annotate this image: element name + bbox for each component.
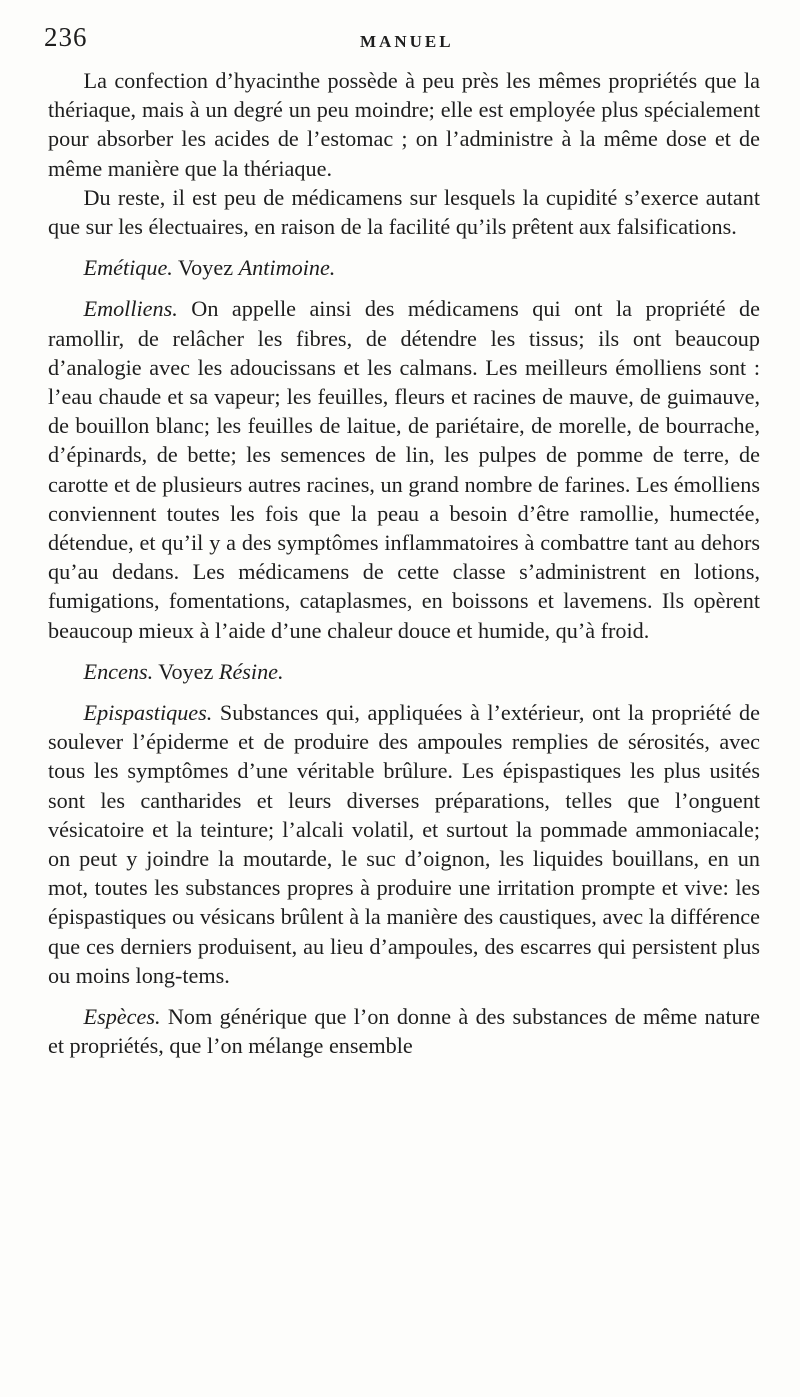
entry-text: Voyez [172, 255, 239, 281]
entry-emetique [48, 253, 760, 282]
entry-term: Encens. [83, 658, 154, 684]
body-text [48, 66, 760, 1061]
entry-emolliens [48, 294, 760, 644]
paragraph-electuaires [48, 183, 760, 241]
entry-epispastiques [48, 698, 760, 990]
paragraph-text: Du reste, il est peu de médicamens sur lesquels la cupidité s’exerce autant que sur les électuaires, en raison de la facilité qu’ils prêtent aux falsifications. [48, 184, 760, 240]
entry-text: Nom générique que l’on donne à des substances de même nature et propriétés, que l’on mélange ensemble [48, 1004, 760, 1059]
paragraph-hyacinthe [48, 66, 760, 183]
running-title: MANUEL [360, 32, 454, 51]
entry-text: Substances qui, appliquées à l’extérieur, ont la propriété de soulever l’épiderme et de produire des ampoules remplies de sérosités, avec tous les symptômes d’une véritable brûlure. Les épispastiques les plus usités sont les cantharides et leurs diverses préparations, telles que l’onguent vésicatoire et la teinture; l’alcali volatil, et surtout la pommade ammoniacale; on peut y joindre la moutarde, le suc d’oignon, les liquides bouillans, en un mot, toutes les substances propres à produire une irritation prompte et vive: les épispastiques ou vésicans brûlent à la manière des caustiques, avec la différence que ces derniers produisent, au lieu d’ampoules, des escarres qui persistent plus ou moins long-tems. [48, 700, 760, 988]
entry-text: Voyez [153, 658, 219, 684]
cross-reference: Résine. [218, 658, 284, 684]
entry-text: On appelle ainsi des médicamens qui ont la propriété de ramollir, de relâcher les fibres, de détendre les tissus; ils ont beaucoup d’analogie avec les adoucissans et les calmans. Les meilleurs émolliens sont : l’eau chaude et sa vapeur; les feuilles, fleurs et racines de mauve, de guimauve, de bouillon blanc; les feuilles de laitue, de pariétaire, de morelle, de bourrache, d’épinards, de bette; les semences de lin, les pulpes de pomme de terre, de carotte et de plusieurs autres racines, un grand nombre de farines. Les émolliens conviennent toutes les fois que la peau a besoin d’être ramollie, humectée, détendue, et qu’il y a des symptômes inflammatoires à combattre tant au dehors qu’au dedans. Les médicamens de cette classe s’administrent en lotions, fumigations, fomentations, cataplasmes, en boissons et lavemens. Ils opèrent beaucoup mieux à l’aide d’une chaleur douce et humide, qu’à froid. [48, 296, 760, 643]
paragraph-text: La confection d’hyacinthe possède à peu près les mêmes propriétés que la thériaque, mais à un degré un peu moindre; elle est employée plus spécialement pour absorber les acides de l’estomac ; on l’administre à la même dose et de même manière que la thériaque. [48, 68, 760, 181]
entry-term: Epispastiques. [83, 700, 213, 726]
page-number: 236 [44, 22, 88, 52]
cross-reference: Antimoine. [238, 255, 336, 281]
entry-term: Emétique. [83, 255, 173, 281]
entry-encens [48, 657, 760, 686]
entry-term: Emolliens. [83, 296, 178, 322]
entry-especes [48, 1002, 760, 1060]
entry-term: Espèces. [83, 1004, 161, 1030]
